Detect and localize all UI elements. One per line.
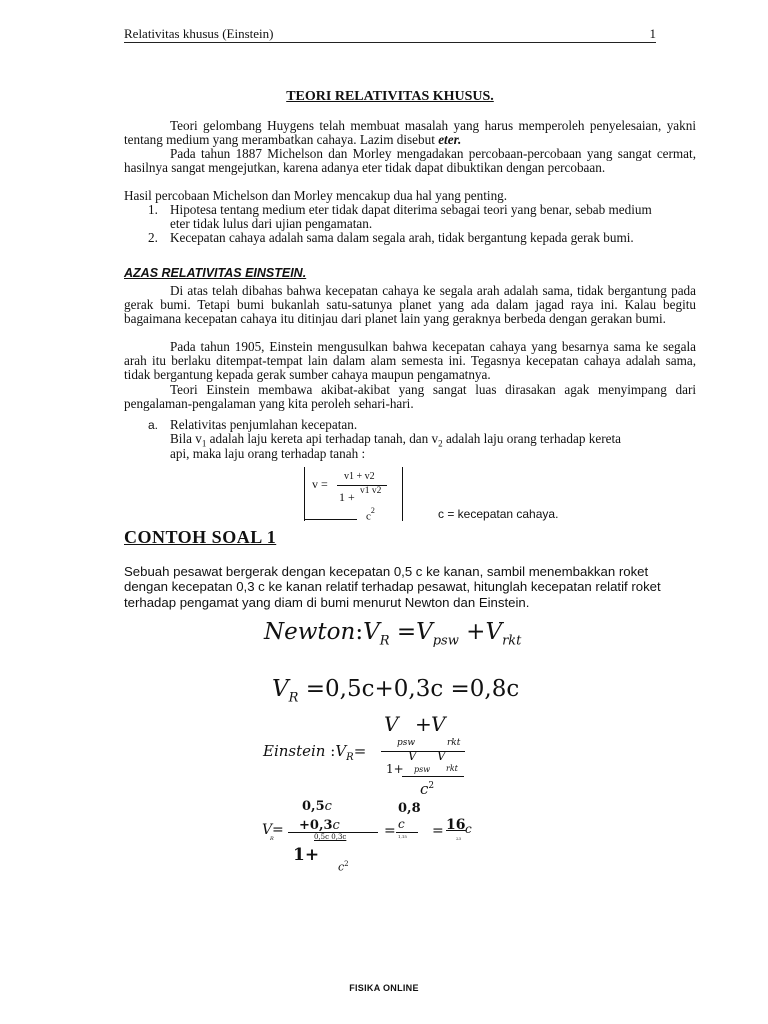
sub-115: 1,15 [398, 834, 407, 839]
sub-lhs-r: R [270, 836, 274, 842]
sub-den-one-plus: 1+ [293, 845, 320, 865]
item-a-line2: api, maka laju orang terhadap tanah : [170, 446, 366, 461]
page-footer: FISIKA ONLINE [349, 983, 419, 993]
formula-c [366, 508, 375, 523]
list-text: Hipotesa tentang medium eter tidak dapat diterima sebagai teori yang benar, sebab medium eter tidak lulus dari ujian pengamatan. [170, 202, 652, 231]
newton-result-value: 0,5c+0,3c =0,8c [325, 676, 520, 702]
c-letter: c [420, 780, 429, 798]
subscript-rkt: rkt [502, 633, 522, 649]
list-text: Kecepatan cahaya adalah sama dalam segala arah, tidak bergantung kepada gerak bumi. [170, 230, 634, 245]
text-fragment: adalah laju orang terhadap kereta [442, 431, 621, 446]
section-heading-azas: AZAS RELATIVITAS EINSTEIN. [124, 266, 307, 280]
sub-08-line [396, 832, 418, 833]
intro-paragraph-1 [124, 119, 696, 147]
example-problem-text: Sebuah pesawat bergerak dengan kecepatan 0,5 c ke kanan, sambil menembakkan roket dengan kecepatan 0,3 c ke kanan relatif terhadap pesawat, hitunglah kecepatan relatif roket terhadap pengamat yang diam di bumi menurut Newton dan Einstein. [124, 564, 661, 610]
einstein-num-v1: V [384, 712, 399, 736]
einstein-num-plus: + [415, 712, 432, 736]
einstein-fraction-line [381, 751, 465, 752]
sub-eq-2: = [384, 823, 396, 839]
einstein-den-c2 [420, 780, 434, 798]
newton-equation [264, 619, 521, 649]
sub-num-03 [299, 818, 340, 833]
einstein-sub-psw: psw [397, 738, 416, 748]
value-05: 0,5 [302, 799, 325, 814]
intro-paragraph-2: Pada tahun 1887 Michelson dan Morley mengadakan percobaan-percobaan yang sangat cermat, hasilnya sangat mengejutkan, karena adanya eter tidak dapat dibuktikan dengan percobaan. [124, 146, 696, 175]
newton-label: Newton [264, 619, 356, 645]
einstein-num-v2: V [431, 712, 446, 736]
sub-08: 0,8 [398, 801, 421, 816]
colon: : [355, 619, 364, 645]
equals: = [396, 619, 417, 645]
plus: + [466, 619, 486, 645]
list-item [148, 203, 668, 231]
formula-c-letter: c [366, 510, 371, 523]
var-v: V [272, 676, 289, 702]
subscript-psw: psw [432, 633, 459, 649]
sub-08-c: c [398, 817, 405, 831]
list-item [148, 231, 668, 259]
intro-p1-text: Teori gelombang Huygens telah membuat masalah yang harus memperoleh penyelesaian, yakni tentang medium yang merambatkan cahaya. Lazim disebut [124, 118, 696, 147]
header-rule [124, 42, 656, 43]
list-number: 2. [148, 230, 158, 245]
subscript-r: R [379, 633, 390, 649]
header-title: Relativitas khusus (Einstein) [124, 26, 274, 41]
formula-exponent: 2 [370, 506, 375, 515]
text-fragment: adalah laju kereta api terhadap tanah, dan v [206, 431, 439, 446]
sub-lhs-eq: = [272, 822, 284, 838]
formula-numerator: v1 + v2 [344, 471, 375, 482]
subscript: 1 [201, 438, 207, 449]
page-title: TEORI RELATIVITAS KHUSUS. [286, 89, 494, 104]
var-v: V [335, 742, 347, 760]
list-number: 1. [148, 202, 158, 217]
c-letter: c [332, 818, 340, 833]
equals: = [353, 742, 367, 760]
formula-one-plus: 1 + [339, 490, 355, 504]
box-bottom-rule [305, 519, 357, 520]
text-fragment: Bila v [170, 431, 202, 446]
einstein-sub-rkt: rkt [447, 738, 461, 748]
sub-16: 16 [446, 817, 466, 833]
sub-23: 23 [456, 836, 462, 841]
sub-lhs-v: V [262, 822, 273, 838]
einstein-den-psw: psw [414, 765, 431, 774]
subscript: 2 [438, 438, 443, 449]
c-letter: c [324, 799, 332, 814]
sub-den-c2 [338, 860, 349, 874]
equals: = [305, 676, 326, 702]
sub-small-product: 0,5c 0,3c [314, 833, 347, 841]
exponent-two: 2 [344, 860, 349, 868]
azas-paragraph-2: Pada tahun 1905, Einstein mengusulkan bahwa kecepatan cahaya yang besarnya sama ke segala arah itu berlaku ditempat-tempat lain dalam alam semesta ini. Tegasnya kecepatan cahaya adalah sama, tidak bergantung kepada gerak sumber cahaya maupun pengamatnya. [124, 339, 696, 382]
formula-note: c = kecepatan cahaya. [438, 507, 559, 521]
einstein-inner-line [402, 776, 464, 777]
einstein-lhs [263, 742, 366, 763]
newton-result-equation [272, 676, 519, 706]
sub-16-c: c [465, 822, 472, 836]
sub-fraction-line [288, 832, 378, 833]
intro-paragraph-3: Hasil percobaan Michelson dan Morley mencakup dua hal yang penting. [124, 188, 508, 203]
value-03: +0,3 [299, 818, 333, 833]
item-a-marker: a. [148, 418, 159, 432]
einstein-label: Einstein [263, 742, 326, 760]
c-letter: c [338, 860, 345, 874]
azas-paragraph-3: Teori Einstein membawa akibat-akibat yang sangat luas dirasakan agak menyimpang dari pengalaman-pengalaman yang kita peroleh sehari-hari. [124, 382, 696, 411]
subscript-r: R [288, 690, 299, 706]
subscript-r: R [346, 752, 354, 763]
einstein-den-one-plus: 1+ [386, 762, 404, 776]
var-v: V [485, 619, 503, 645]
eter-term: eter. [438, 131, 462, 147]
var-v: V [363, 619, 380, 645]
colon: : [330, 742, 336, 760]
exponent-two: 2 [428, 781, 435, 791]
example-heading: CONTOH SOAL 1 [124, 527, 277, 547]
sub-num-05 [302, 799, 332, 814]
einstein-den-v1: V [408, 749, 417, 763]
page-number: 1 [649, 26, 656, 41]
azas-paragraph-1: Di atas telah dibahas bahwa kecepatan cahaya ke segala arah adalah sama, tidak bergantung pada gerak bumi. Tetapi bumi bukanlah satu-satunya planet yang ada dalam jagad raya ini. Kalau begitu bagaimana kecepatan cahaya itu ditinjau dari planet lain yang geraknya berbeda dengan gerakan bumi. [124, 283, 696, 326]
var-v: V [416, 619, 433, 645]
einstein-den-rkt: rkt [446, 764, 458, 773]
item-a-title: Relativitas penjumlahan kecepatan. [170, 417, 358, 432]
formula-v-eq: v = [312, 477, 328, 491]
einstein-den-v2: V [437, 749, 446, 763]
sub-eq-3: = [432, 823, 444, 839]
page-header [124, 26, 656, 42]
formula-v1v2: v1 v2 [360, 486, 382, 496]
